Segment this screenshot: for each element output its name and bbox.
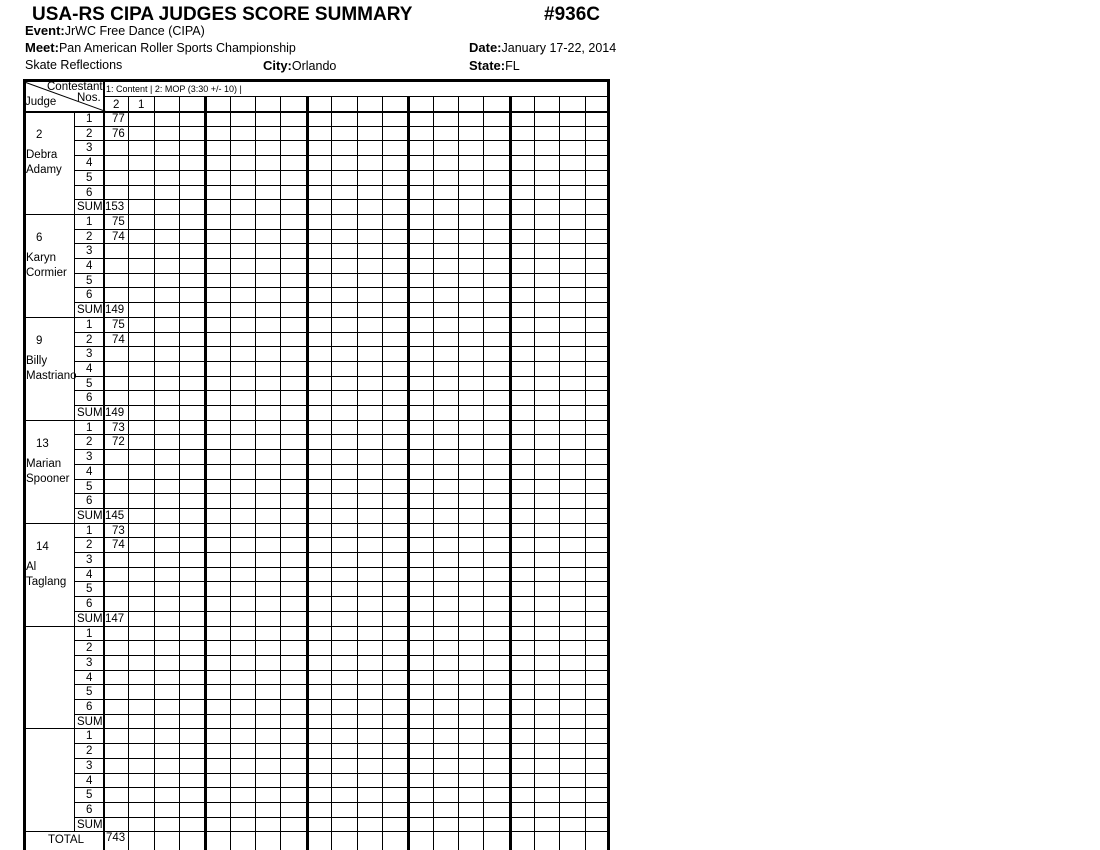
score-row-label: 4 — [86, 362, 93, 375]
grid-line — [74, 537, 610, 538]
score-row-label: 3 — [86, 554, 93, 566]
grid-line — [128, 96, 129, 850]
grid-line — [74, 773, 610, 774]
score-row-label: 3 — [86, 451, 93, 464]
score-row-label: 3 — [86, 245, 93, 258]
grid-line — [74, 199, 610, 200]
score-row-label: 2 — [86, 539, 93, 552]
score-row-label: 1 — [86, 627, 93, 640]
grid-line — [74, 155, 610, 156]
event-field — [25, 23, 205, 38]
judge-last-name: Adamy — [26, 164, 62, 176]
score-row-label: 5 — [86, 789, 93, 802]
grid-line — [74, 302, 610, 303]
report-title: USA-RS CIPA JUDGES SCORE SUMMARY — [32, 4, 413, 25]
score-row-label: 2 — [86, 642, 93, 655]
score-row-label: 2 — [86, 230, 93, 243]
date-value: January 17-22, 2014 — [501, 41, 617, 55]
grid-line — [74, 581, 610, 582]
grid-line — [179, 96, 180, 850]
grid-line — [103, 80, 105, 850]
score-value: 77 — [112, 113, 125, 125]
grid-line — [74, 493, 610, 494]
grid-line — [74, 758, 610, 759]
grid-line — [23, 728, 610, 729]
contestant-number: 2 — [113, 99, 120, 111]
grid-line — [357, 96, 358, 850]
grid-line — [382, 96, 383, 850]
date-field — [469, 40, 616, 55]
grid-line — [74, 684, 610, 685]
grid-line — [585, 96, 586, 850]
nos-label: Nos. — [77, 92, 101, 104]
grid-line — [331, 96, 332, 850]
event-value: JrWC Free Dance (CIPA) — [64, 24, 205, 38]
total-label: TOTAL — [48, 834, 84, 847]
score-row-label: 1 — [86, 524, 93, 537]
grid-line — [74, 346, 610, 347]
sum-row-label: SUM — [77, 201, 103, 214]
judge-number: 14 — [36, 540, 49, 553]
grid-line — [74, 567, 610, 568]
grid-line — [74, 434, 610, 435]
judge-sum: 145 — [105, 509, 125, 522]
score-row-label: 3 — [86, 759, 93, 772]
score-row-label: 4 — [86, 157, 93, 170]
score-row-label: 6 — [86, 186, 93, 199]
meet-value: Pan American Roller Sports Championship — [58, 41, 296, 55]
score-row-label: 5 — [86, 480, 93, 493]
judge-sum: 153 — [105, 201, 125, 214]
score-row-label: 2 — [86, 333, 93, 346]
grid-line — [74, 229, 610, 230]
score-row-label: 6 — [86, 392, 93, 405]
state-label: State: — [469, 58, 506, 73]
grid-line — [74, 611, 610, 612]
grid-line — [559, 96, 560, 850]
score-value: 73 — [112, 421, 125, 434]
grid-line — [74, 699, 610, 700]
sum-row-label: SUM — [77, 509, 103, 522]
grid-line — [74, 376, 610, 377]
grid-line — [433, 96, 434, 850]
judge-number: 2 — [36, 129, 43, 141]
score-grid — [23, 79, 610, 850]
score-value: 74 — [112, 333, 125, 346]
grid-line — [74, 361, 610, 362]
judge-sum: 149 — [105, 407, 125, 419]
score-row-label: 5 — [86, 686, 93, 699]
city-field — [263, 58, 336, 73]
grid-line — [74, 140, 610, 141]
grid-line — [74, 670, 610, 671]
judge-first-name: Debra — [26, 149, 58, 161]
score-value: 75 — [112, 318, 125, 331]
score-row-label: 1 — [86, 730, 93, 743]
score-row-label: 1 — [86, 215, 93, 228]
score-row-label: 3 — [86, 348, 93, 361]
judge-sum: 147 — [105, 612, 125, 625]
grid-line — [230, 96, 231, 850]
score-row-label: 1 — [86, 421, 93, 434]
state-field — [469, 58, 520, 73]
score-row-label: 1 — [86, 318, 93, 331]
score-row-label: 6 — [86, 495, 93, 508]
score-row-label: 4 — [86, 568, 93, 581]
score-value: 75 — [112, 215, 125, 228]
grid-line — [306, 96, 309, 850]
grid-line — [74, 817, 610, 818]
judge-number: 13 — [36, 437, 49, 450]
city-value: Orlando — [291, 59, 337, 73]
judge-last-name: Cormier — [26, 266, 67, 279]
score-row-label: 4 — [86, 774, 93, 787]
grid-line — [74, 802, 610, 803]
grid-line — [74, 596, 610, 597]
grid-line — [74, 464, 610, 465]
score-row-label: 6 — [86, 803, 93, 816]
score-row-label: 6 — [86, 701, 93, 713]
score-row-label: 6 — [86, 598, 93, 611]
judge-number: 6 — [36, 231, 43, 244]
grid-line — [74, 508, 610, 509]
grid-line — [74, 787, 610, 788]
grid-line — [74, 449, 610, 450]
score-row-label: 5 — [86, 377, 93, 390]
total-value: 743 — [106, 832, 126, 845]
judge-first-name: Al — [26, 560, 37, 573]
score-row-label: 2 — [86, 436, 93, 449]
score-value: 72 — [112, 436, 125, 449]
grid-line — [74, 743, 610, 744]
contestant-number: 1 — [138, 99, 145, 111]
sum-row-label: SUM — [77, 612, 103, 625]
score-row-label: 5 — [86, 274, 93, 287]
judge-first-name: Marian — [26, 457, 62, 470]
grid-line — [534, 96, 535, 850]
grid-line — [458, 96, 459, 850]
date-label: Date: — [469, 40, 502, 55]
grid-line — [74, 714, 610, 715]
score-row-label: 6 — [86, 289, 93, 302]
grid-line — [74, 405, 610, 406]
grid-line — [255, 96, 256, 850]
grid-line — [154, 96, 155, 850]
meet-field — [25, 40, 296, 55]
grid-line — [509, 96, 512, 850]
grid-line — [74, 126, 610, 127]
score-row-label: 3 — [86, 656, 93, 669]
state-value: FL — [505, 59, 520, 73]
sum-row-label: SUM — [77, 407, 103, 419]
grid-line — [74, 170, 610, 171]
grid-line — [74, 287, 610, 288]
score-row-label: 3 — [86, 142, 93, 155]
score-legend: 1: Content | 2: MOP (3:30 +/- 10) | — [106, 84, 242, 94]
score-row-label: 5 — [86, 583, 93, 596]
score-row-label: 2 — [86, 745, 93, 758]
score-row-label: 2 — [86, 127, 93, 140]
judge-last-name: Mastriano — [26, 369, 77, 382]
venue: Skate Reflections — [25, 58, 123, 72]
judge-column-label: Judge — [25, 96, 57, 108]
grid-line — [74, 243, 610, 244]
meet-label: Meet: — [25, 40, 59, 55]
grid-line — [407, 96, 410, 850]
score-row-label: 5 — [86, 171, 93, 184]
judge-sum: 149 — [105, 304, 125, 317]
score-value: 74 — [112, 539, 125, 552]
grid-line — [74, 552, 610, 553]
judge-last-name: Taglang — [26, 575, 67, 588]
score-row-label: 4 — [86, 260, 93, 272]
grid-line — [74, 258, 610, 259]
grid-line — [74, 655, 610, 656]
score-row-label: 4 — [86, 671, 93, 684]
score-row-label: 4 — [86, 465, 93, 478]
score-value: 73 — [112, 524, 125, 537]
grid-line — [74, 111, 75, 831]
city-label: City: — [263, 58, 292, 73]
grid-line — [74, 332, 610, 333]
grid-line — [280, 96, 281, 850]
contestant-label: Contestant — [47, 81, 103, 93]
judge-last-name: Spooner — [26, 472, 70, 485]
grid-line — [74, 273, 610, 274]
grid-line — [74, 390, 610, 391]
score-value: 76 — [112, 127, 125, 140]
score-value: 74 — [112, 230, 125, 243]
grid-line — [483, 96, 484, 850]
score-row-label: 1 — [86, 113, 93, 125]
judge-number: 9 — [36, 334, 43, 347]
grid-line — [74, 640, 610, 641]
grid-line — [74, 479, 610, 480]
event-label: Event: — [25, 23, 65, 38]
grid-line — [204, 96, 207, 850]
judge-first-name: Billy — [26, 354, 48, 367]
sum-row-label: SUM — [77, 818, 103, 831]
document-number: #936C — [544, 4, 600, 25]
grid-line — [74, 185, 610, 186]
sum-row-label: SUM — [77, 715, 103, 728]
judge-first-name: Karyn — [26, 251, 57, 264]
sum-row-label: SUM — [77, 304, 103, 317]
